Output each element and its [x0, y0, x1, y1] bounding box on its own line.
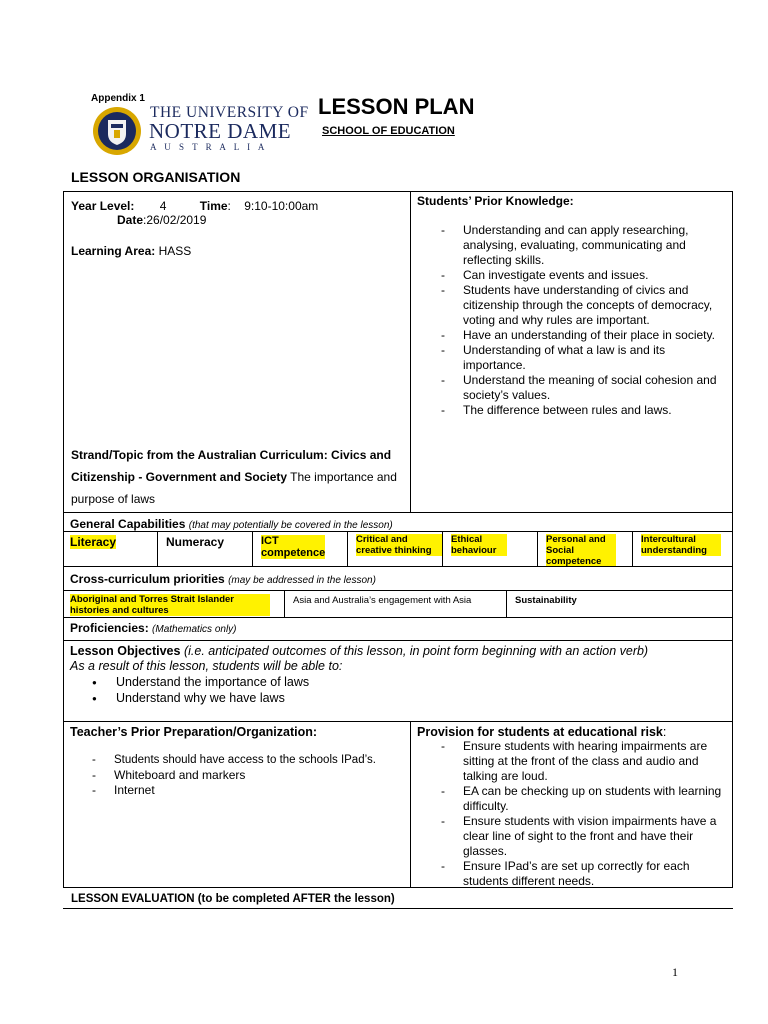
- learning-area-value: HASS: [158, 244, 192, 258]
- strand-topic-label: Strand/Topic from the Australian Curriculum: Civics and Citizenship - Government and Society: [71, 448, 392, 484]
- year-level-label: Year Level:: [71, 199, 135, 213]
- risk-heading: Provision for students at educational risk: [417, 725, 663, 739]
- cross-curriculum-heading: Cross-curriculum priorities: [70, 572, 225, 586]
- proficiencies-heading: Proficiencies:: [70, 621, 149, 635]
- list-item: - Can investigate events and issues.: [439, 268, 719, 283]
- capability-cell-ict: [252, 531, 348, 567]
- strand-topic-value: The importance and purpose of laws: [71, 470, 397, 506]
- capability-label: Intercultural understanding: [641, 534, 721, 556]
- university-logo: [92, 104, 309, 156]
- date-value: :26/02/2019: [143, 213, 207, 227]
- date-label: Date: [117, 213, 144, 227]
- crest-icon: [92, 106, 142, 156]
- capability-label: Personal and Social competence: [546, 534, 616, 567]
- preparation-heading: Teacher’s Prior Preparation/Organization:: [70, 725, 318, 739]
- university-name-line3: A U S T R A L I A: [150, 142, 268, 152]
- prior-knowledge-list: [439, 223, 719, 418]
- list-item: - Understand the meaning of social cohesion and society’s values.: [439, 373, 719, 403]
- time-value: 9:10-10:00am: [244, 199, 319, 213]
- page-subtitle: SCHOOL OF EDUCATION: [322, 125, 455, 137]
- cross-cell-label: Aboriginal and Torres Strait Islander histories and cultures: [70, 594, 270, 616]
- appendix-label: Appendix 1: [91, 93, 145, 104]
- capability-label: Numeracy: [166, 535, 225, 549]
- list-item: - Ensure students with hearing impairments are sitting at the front of the class and audio and talking are loud.: [439, 739, 725, 784]
- objectives-intro: As a result of this lesson, students will be able to:: [70, 659, 343, 673]
- list-item: - Ensure IPad’s are set up correctly for each students different needs.: [439, 859, 725, 889]
- lesson-evaluation-heading: LESSON EVALUATION (to be completed AFTER the lesson): [71, 893, 395, 905]
- capabilities-heading-row: [63, 512, 733, 532]
- year-level-value: 4: [159, 199, 167, 213]
- capability-cell-numeracy: [157, 531, 253, 567]
- capability-label: ICT competence: [261, 535, 326, 559]
- proficiencies-row: [63, 617, 733, 641]
- section-title: LESSON ORGANISATION: [71, 169, 241, 185]
- capability-label: Literacy: [70, 535, 117, 549]
- prior-knowledge-heading: Students’ Prior Knowledge:: [417, 194, 574, 208]
- capabilities-heading: General Capabilities: [70, 517, 186, 531]
- list-item: ● Understand the importance of laws: [90, 674, 309, 690]
- list-item: ● Understand why we have laws: [90, 690, 309, 706]
- capabilities-note: (that may potentially be covered in the lesson): [188, 520, 393, 531]
- list-item: - Understanding and can apply researching, analysing, evaluating, communicating and reflecting skills.: [439, 223, 719, 268]
- list-item: - Students have understanding of civics and citizenship through the concepts of democracy, voting and why rules are important.: [439, 283, 719, 328]
- prior-knowledge-cell: [410, 191, 733, 513]
- capability-label: Ethical behaviour: [451, 534, 507, 556]
- risk-list: [439, 739, 725, 889]
- risk-heading-colon: :: [662, 725, 667, 739]
- list-item: - Students should have access to the schools IPad’s.: [90, 753, 410, 768]
- list-item: - Ensure students with vision impairments have a clear line of sight to the front and have their glasses.: [439, 814, 725, 859]
- time-colon: :: [227, 199, 231, 213]
- cross-cell-aboriginal: [63, 590, 285, 618]
- objectives-list: [90, 674, 309, 706]
- cross-cell-asia: [284, 590, 507, 618]
- university-name-line1: THE UNIVERSITY OF: [150, 104, 309, 121]
- list-item: - Have an understanding of their place in society.: [439, 328, 719, 343]
- preparation-list: [90, 753, 410, 798]
- page-number: 1: [672, 965, 678, 979]
- learning-area-label: Learning Area:: [71, 244, 156, 258]
- objectives-note: (i.e. anticipated outcomes of this lesson, in point form beginning with an action verb): [183, 644, 649, 658]
- list-item: - Understanding of what a law is and its importance.: [439, 343, 719, 373]
- list-item: - The difference between rules and laws.: [439, 403, 719, 418]
- capability-cell-critical: [347, 531, 443, 567]
- risk-cell: [410, 721, 733, 888]
- list-item: - Whiteboard and markers: [90, 768, 410, 783]
- objectives-heading: Lesson Objectives: [70, 644, 181, 658]
- time-label: Time: [199, 199, 228, 213]
- list-item: - Internet: [90, 783, 410, 798]
- evaluation-rule: [63, 908, 733, 909]
- capability-cell-personal: [537, 531, 633, 567]
- preparation-cell: [63, 721, 411, 888]
- cross-cell-sustainability: [506, 590, 733, 618]
- cross-cell-label: Sustainability: [515, 595, 577, 606]
- objectives-row: [63, 640, 733, 722]
- capability-cell-literacy: [63, 531, 158, 567]
- org-cell: [63, 191, 411, 513]
- capability-cell-ethical: [442, 531, 538, 567]
- proficiencies-note: (Mathematics only): [152, 624, 237, 635]
- cross-curriculum-heading-row: [63, 566, 733, 591]
- page-title: LESSON PLAN: [318, 94, 475, 119]
- capability-label: Critical and creative thinking: [356, 534, 442, 556]
- university-name-line2: NOTRE DAME: [149, 119, 292, 143]
- cross-cell-label: Asia and Australia’s engagement with Asia: [293, 595, 472, 606]
- cross-curriculum-note: (may be addressed in the lesson): [228, 575, 376, 586]
- list-item: - EA can be checking up on students with learning difficulty.: [439, 784, 725, 814]
- capability-cell-intercultural: [632, 531, 733, 567]
